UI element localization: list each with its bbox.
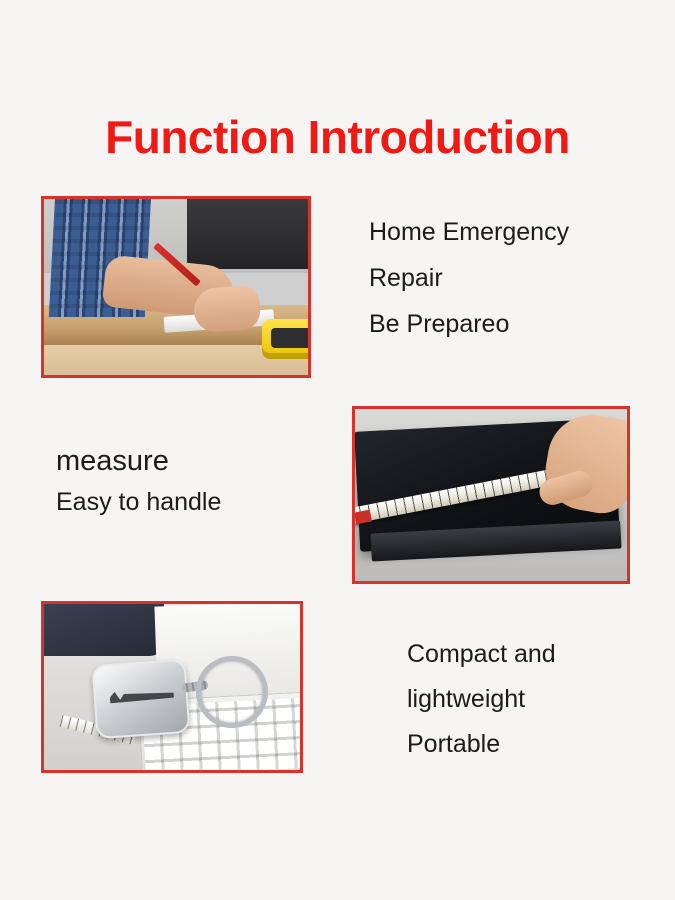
feature-text-portable	[407, 632, 556, 767]
feature-heading: measure	[56, 445, 169, 477]
feature-line: Compact and	[407, 640, 556, 668]
photo-brand-logo	[109, 688, 174, 706]
feature-line: Repair	[369, 264, 443, 292]
photo-dark-bag	[44, 604, 164, 656]
feature-text-home-emergency	[369, 209, 569, 347]
feature-text-measure	[56, 441, 221, 523]
page-title: Function Introduction	[105, 111, 570, 163]
photo-carpenter-measuring-board	[41, 196, 311, 378]
photo-keychain-tape-measure-keyboard	[41, 601, 303, 773]
photo-dark-panel	[187, 199, 308, 269]
photo-tape-measure-body	[262, 319, 311, 359]
feature-line: lightweight	[407, 685, 526, 713]
photo-tape-measure-case	[92, 659, 191, 739]
feature-line: Be Prepareo	[369, 310, 510, 338]
feature-line: Easy to handle	[56, 488, 222, 516]
feature-line: Portable	[407, 730, 501, 758]
photo-tape-measure-on-laptop	[352, 406, 630, 584]
photo-hand	[193, 285, 262, 333]
feature-line: Home Emergency	[369, 218, 570, 246]
